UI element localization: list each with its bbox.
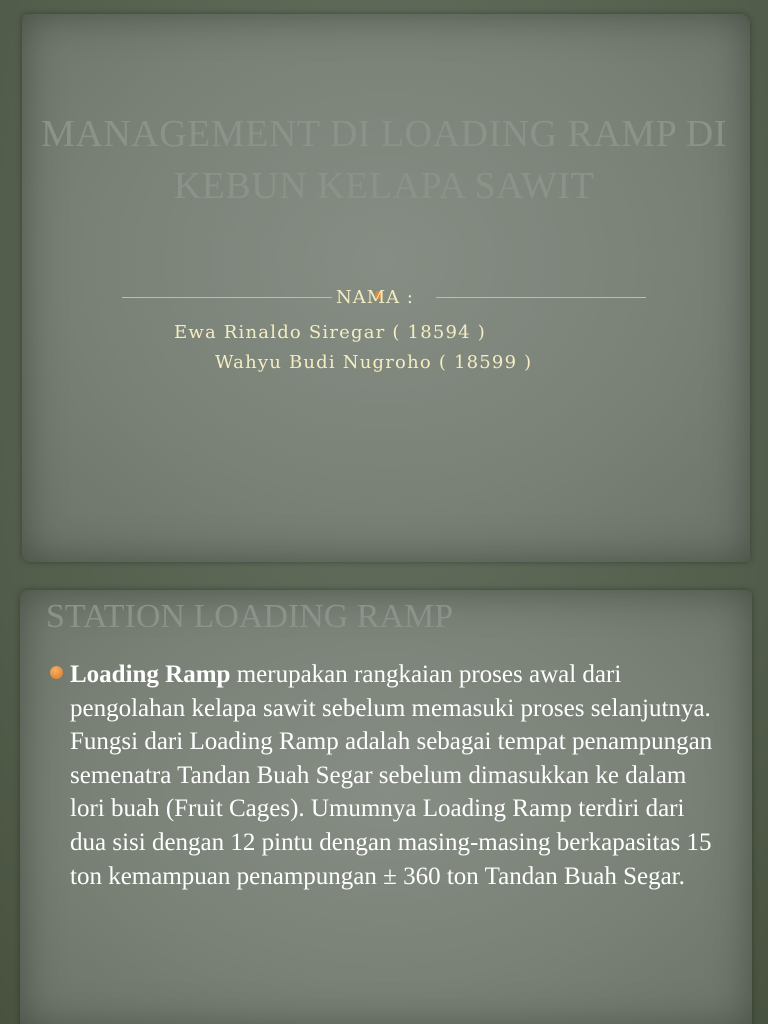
divider-line-left (122, 297, 332, 298)
slide-title: MANAGEMENT DI LOADING RAMP DI KEBUN KELAPA SAWIT (41, 113, 727, 207)
bullet-icon (50, 666, 63, 679)
bullet-term: Loading Ramp (70, 661, 231, 688)
bullet-body: merupakan rangkaian proses awal dari pengolahan kelapa sawit sebelum memasuki proses selanjutnya. Fungsi dari Loading Ramp adalah sebagai tempat penampungan semenatra Tandan Buah Segar sebelum dimasukkan ke dalam lori buah (Fruit Cages). Umumnya Loading Ramp terdiri dari dua sisi dengan 12 pintu dengan masing-masing berkapasitas 15 ton kemampuan penampungan ± 360 ton Tandan Buah Segar. (70, 661, 713, 890)
author-name-2: Wahyu Budi Nugroho ( 18599 ) (215, 352, 533, 373)
nama-label: NAMA : (336, 287, 414, 308)
bullet-paragraph (70, 658, 720, 893)
divider-line-right (436, 297, 646, 298)
section-title: STATION LOADING RAMP (46, 598, 454, 635)
author-name-1: Ewa Rinaldo Siregar ( 18594 ) (174, 322, 486, 343)
